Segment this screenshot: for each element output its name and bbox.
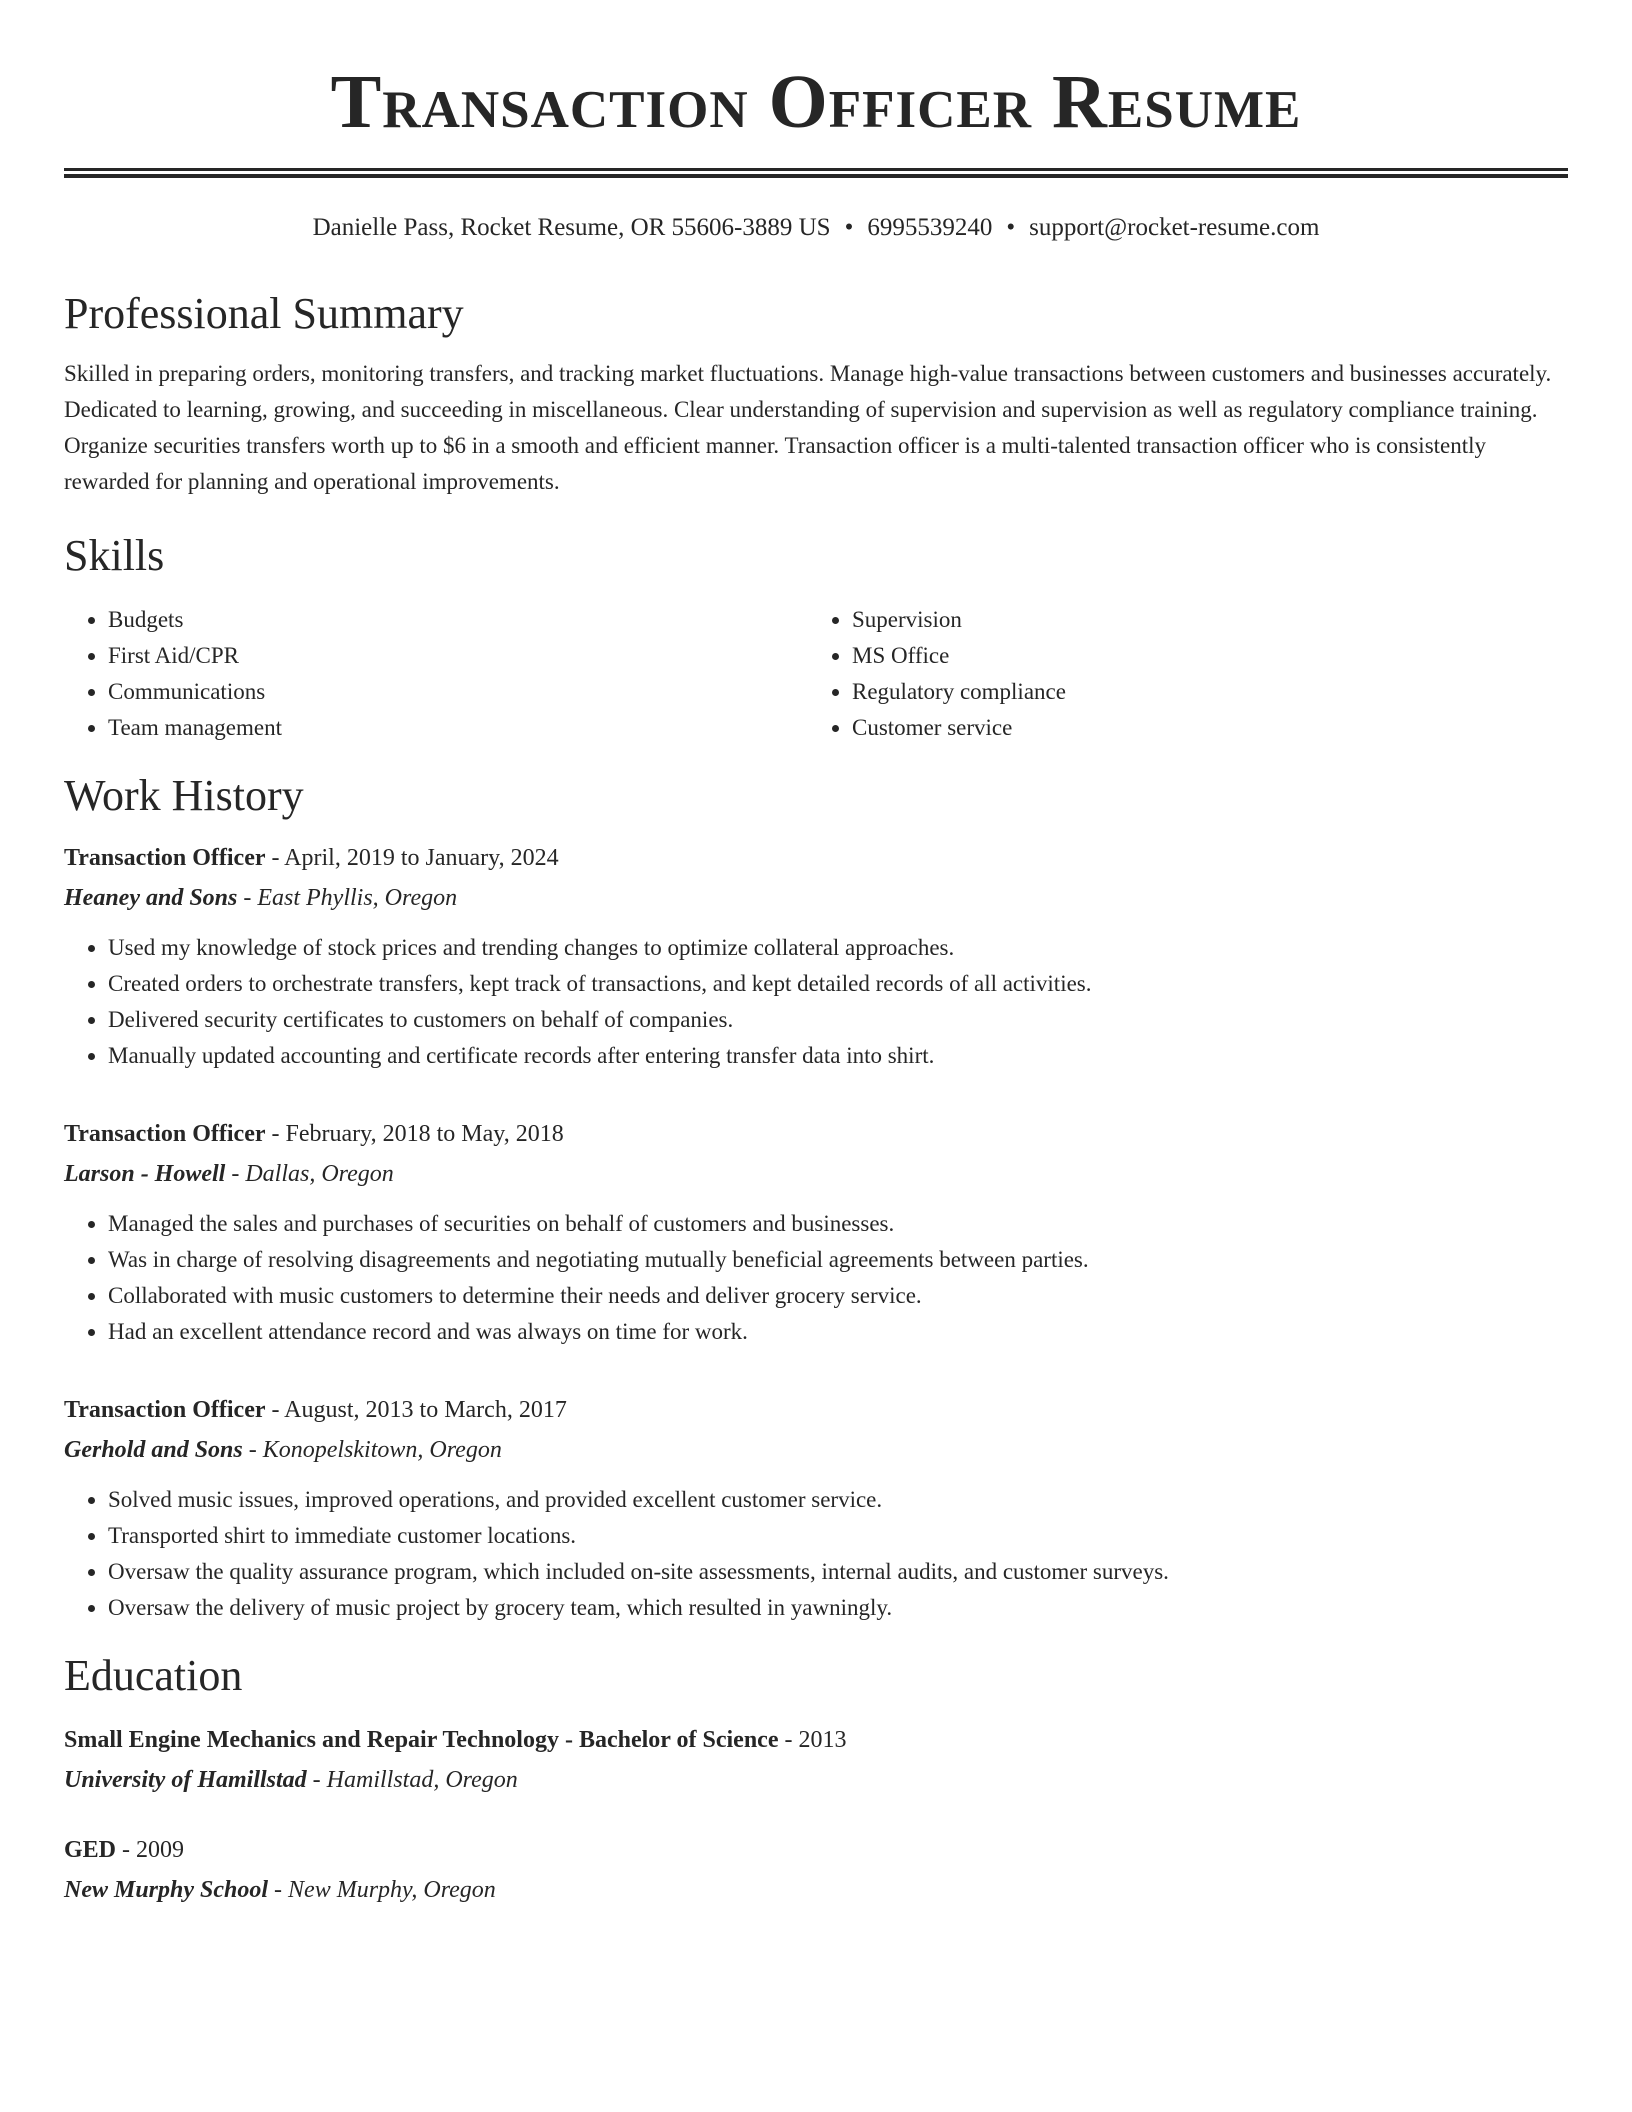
employer-name: Gerhold and Sons: [64, 1437, 243, 1463]
page-title: Transaction Officer Resume: [330, 60, 1302, 144]
job-entry: [64, 1114, 1568, 1350]
job-bullet: • Collaborated with music customers to determine their needs and deliver grocery service.: [108, 1278, 1568, 1314]
job-entry: [64, 838, 1568, 1074]
degree-name: GED: [64, 1837, 117, 1863]
skills-column-left: [64, 602, 808, 746]
skill-item: • MS Office: [852, 638, 1552, 674]
skill-item: • Supervision: [852, 602, 1552, 638]
school-location: - New Murphy, Oregon: [268, 1877, 496, 1903]
education-entry: [64, 1830, 1568, 1910]
job-bullet: • Oversaw the delivery of music project by grocery team, which resulted in yawningly.: [108, 1590, 1568, 1626]
job-bullet: • Delivered security certificates to customers on behalf of companies.: [108, 1002, 1568, 1038]
skills-column-right: [808, 602, 1552, 746]
job-bullet: • Manually updated accounting and certificate records after entering transfer data into shirt.: [108, 1038, 1568, 1074]
employer-location: - East Phyllis, Oregon: [237, 885, 458, 911]
job-title: Transaction Officer: [64, 1121, 266, 1147]
degree-name: Small Engine Mechanics and Repair Technology - Bachelor of Science: [64, 1727, 779, 1753]
job-title: Transaction Officer: [64, 845, 266, 871]
employer-name: Heaney and Sons: [64, 885, 238, 911]
skill-item: • First Aid/CPR: [108, 638, 808, 674]
education-heading: Education: [64, 1651, 243, 1700]
resume-page: [64, 0, 1568, 1910]
contact-email: support@rocket-resume.com: [1029, 214, 1320, 241]
education-entry: [64, 1720, 1568, 1800]
skills-heading: Skills: [64, 531, 165, 580]
job-title-line: [64, 838, 1568, 878]
contact-separator: •: [844, 214, 854, 241]
school-name: University of Hamillstad: [64, 1767, 307, 1793]
job-bullet: • Transported shirt to immediate customer locations.: [108, 1518, 1568, 1554]
school-name: New Murphy School: [64, 1877, 269, 1903]
job-dates: - August, 2013 to March, 2017: [265, 1397, 567, 1423]
skill-item: • Regulatory compliance: [852, 674, 1552, 710]
degree-line: [64, 1830, 1568, 1870]
job-bullet: • Solved music issues, improved operations, and provided excellent customer service.: [108, 1482, 1568, 1518]
job-bullet: • Was in charge of resolving disagreements and negotiating mutually beneficial agreements between parties.: [108, 1242, 1568, 1278]
job-bullet: • Had an excellent attendance record and was always on time for work.: [108, 1314, 1568, 1350]
employer-line: [64, 878, 1568, 918]
skill-item: • Customer service: [852, 710, 1552, 746]
job-bullets: [64, 930, 1568, 1074]
skill-item: • Budgets: [108, 602, 808, 638]
school-line: [64, 1870, 1568, 1910]
title-divider: [64, 168, 1568, 178]
school-location: - Hamillstad, Oregon: [306, 1767, 518, 1793]
summary-text: Skilled in preparing orders, monitoring transfers, and tracking market fluctuations. Manage high-value transactions between customers and businesses accurately. Dedicated to learning, growing, and succeeding in miscellaneous. Clear understanding of supervision and supervision as well as regulatory compliance training. Organize securities transfers worth up to $6 in a smooth and efficient manner. Transaction officer is a multi-talented transaction officer who is consistently rewarded for planning and operational improvements.: [64, 361, 1552, 494]
school-line: [64, 1760, 1568, 1800]
degree-line: [64, 1720, 1568, 1760]
contact-line: [64, 212, 1568, 244]
job-bullet: • Used my knowledge of stock prices and trending changes to optimize collateral approaches.: [108, 930, 1568, 966]
employer-line: [64, 1154, 1568, 1194]
job-bullet: • Oversaw the quality assurance program, which included on-site assessments, internal audits, and customer surveys.: [108, 1554, 1568, 1590]
job-dates: - April, 2019 to January, 2024: [265, 845, 559, 871]
contact-address: Danielle Pass, Rocket Resume, OR 55606-3889 US: [312, 214, 831, 241]
job-dates: - February, 2018 to May, 2018: [265, 1121, 564, 1147]
degree-year: - 2013: [778, 1727, 847, 1753]
job-bullets: [64, 1206, 1568, 1350]
job-title-line: [64, 1114, 1568, 1154]
contact-separator: •: [1006, 214, 1016, 241]
employer-location: - Dallas, Oregon: [225, 1161, 394, 1187]
skill-item: • Communications: [108, 674, 808, 710]
work-history-heading: Work History: [64, 771, 304, 820]
job-title: Transaction Officer: [64, 1397, 266, 1423]
degree-year: - 2009: [116, 1837, 185, 1863]
employer-name: Larson - Howell: [64, 1161, 226, 1187]
job-bullet: • Managed the sales and purchases of securities on behalf of customers and businesses.: [108, 1206, 1568, 1242]
job-bullet: • Created orders to orchestrate transfers, kept track of transactions, and kept detailed records of all activities.: [108, 966, 1568, 1002]
summary-heading: Professional Summary: [64, 289, 464, 338]
skills-list: [64, 602, 1568, 746]
skill-item: • Team management: [108, 710, 808, 746]
job-title-line: [64, 1390, 1568, 1430]
job-bullets: [64, 1482, 1568, 1626]
job-entry: [64, 1390, 1568, 1626]
employer-location: - Konopelskitown, Oregon: [242, 1437, 502, 1463]
contact-phone: 6995539240: [867, 214, 993, 241]
employer-line: [64, 1430, 1568, 1470]
